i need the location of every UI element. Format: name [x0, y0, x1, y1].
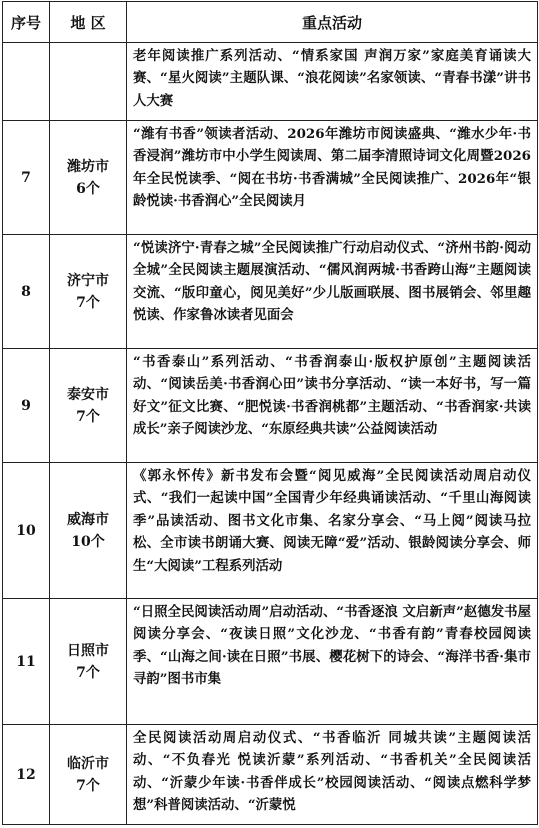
row-activity: “悦读济宁·青春之城”全民阅读推广行动启动仪式、“济州书韵·阅动全城”全民阅读主题展演活动、“儒风润两城·书香跨山海”主题阅读交流、“版印童心，阅见美好”少儿版画联展、图书展销会、邻里趣悦读、作家鲁冰读者见面会	[127, 235, 538, 349]
row-region	[50, 463, 127, 599]
row-seq	[3, 43, 50, 121]
header-seq: 序号	[3, 2, 50, 43]
row-region	[50, 599, 127, 725]
table-row	[3, 121, 538, 235]
row-activity: 《郭永怀传》新书发布会暨“阅见威海”全民阅读活动周启动仪式、“我们一起读中国”全国青少年经典诵读活动、“千里山海阅读季”品读活动、图书文化市集、名家分享会、“马上阅”阅读马拉松、全市读书朗诵大赛、阅读无障“爱”活动、银龄阅读分享会、师生“大阅读”工程系列活动	[127, 463, 538, 599]
row-seq: 7	[3, 121, 50, 235]
region-text: 潍坊市 6个	[67, 158, 109, 197]
region-text: 临沂市 7个	[67, 755, 109, 794]
row-seq: 11	[3, 599, 50, 725]
row-region	[50, 235, 127, 349]
region-text: 济宁市 7个	[67, 272, 109, 311]
table-row	[3, 725, 538, 825]
activity-table	[2, 1, 538, 825]
region-text: 泰安市 7个	[67, 386, 109, 425]
table-header-row	[3, 2, 538, 43]
table-row	[3, 599, 538, 725]
row-region	[50, 725, 127, 825]
table-row	[3, 43, 538, 121]
header-activity: 重点活动	[127, 2, 538, 43]
header-region: 地 区	[50, 2, 127, 43]
row-region	[50, 349, 127, 463]
row-activity: 老年阅读推广系列活动、“情系家国 声润万家”家庭美育诵读大赛、“星火阅读”主题队课、“浪花阅读”名家领读、“青春书漾”讲书人大赛	[127, 43, 538, 121]
row-seq: 12	[3, 725, 50, 825]
table-row	[3, 235, 538, 349]
region-text: 日照市 7个	[67, 642, 109, 681]
row-region	[50, 43, 127, 121]
row-activity: “日照全民阅读活动周”启动活动、“书香逐浪 文启新声”赵德发书屋阅读分享会、“夜读日照”文化沙龙、“书香有韵”青春校园阅读季、“山海之间·读在日照”书展、樱花树下的诗会、“海洋书香·集市寻韵”图书市集	[127, 599, 538, 725]
row-seq: 10	[3, 463, 50, 599]
document-page	[0, 1, 539, 828]
row-activity: “潍有书香”领读者活动、2026年潍坊市阅读盛典、“潍水少年·书香浸润”潍坊市中小学生阅读周、第二届李清照诗词文化周暨2026年全民悦读季、“阅在书坊·书香满城”全民阅读推广、2026年“银龄悦读·书香润心”全民阅读月	[127, 121, 538, 235]
row-activity: “书香泰山”系列活动、“书香润泰山·版权护原创”主题阅读活动、“阅读岳美·书香润心田”读书分享活动、“读一本好书，写一篇好文”征文比赛、“肥悦读·书香润桃都”主题活动、“书香润家·共读成长”亲子阅读沙龙、“东原经典共读”公益阅读活动	[127, 349, 538, 463]
region-text: 威海市 10个	[67, 511, 109, 550]
row-activity: 全民阅读活动周启动仪式、“书香临沂 同城共读”主题阅读活动、“不负春光 悦读沂蒙”系列活动、“书香机关”全民阅读活动、“沂蒙少年读·书香伴成长”校园阅读活动、“阅读点燃科学梦想”科普阅读活动、“沂蒙悦	[127, 725, 538, 825]
table-row	[3, 349, 538, 463]
row-seq: 8	[3, 235, 50, 349]
row-region	[50, 121, 127, 235]
table-row	[3, 463, 538, 599]
row-seq: 9	[3, 349, 50, 463]
